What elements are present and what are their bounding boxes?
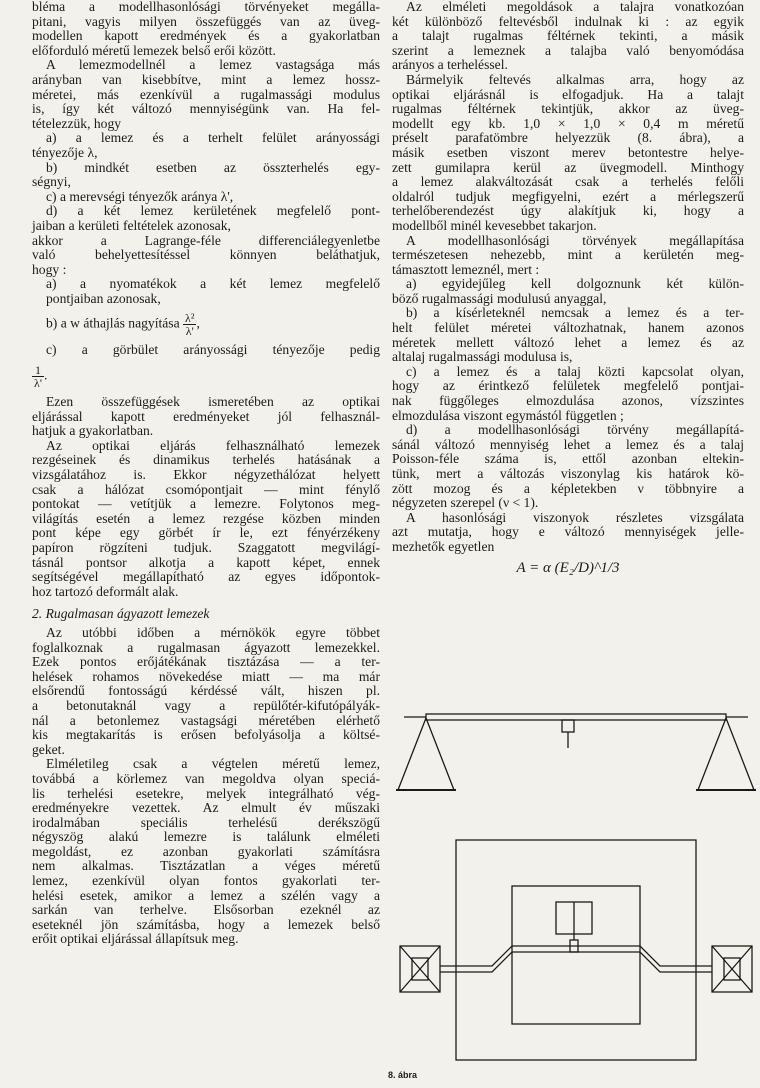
text-line: A modellhasonlósági törvények megállapítása — [406, 233, 744, 248]
text-line: Bármelyik feltevés alkalmas arra, hogy az — [406, 72, 744, 87]
list-item-d: d) a két lemez kerületének megfelelő pont- — [46, 204, 380, 219]
text-line: helt felület méretei változhatnak, hanem azonos — [392, 321, 744, 336]
text-line: böző rugalmassági modulusú anyaggal, — [392, 290, 607, 306]
text-line: pitani, vagyis milyen összefüggés van az üveg- — [32, 14, 380, 29]
text-line: Ezek pontos erőjátékának tisztázása — a ter- — [32, 655, 380, 670]
text-line: oldalról tudjuk megfigyelni, ezért a mérlegszerű — [392, 189, 744, 204]
list-item-a: a) a nyomatékok a két lemez megfelelő — [46, 277, 380, 292]
list-item-b: b) a kísérleteknél nemcsak a lemez és a ter- — [406, 306, 744, 321]
text-line: optikai eljárásnál is elfogadjuk. Ha a talajt — [392, 87, 744, 102]
formula-A: A = α (E₂/D)^1/3 — [516, 559, 620, 576]
text-line: hogy az érintkező felületek megfelelő pontjai- — [392, 379, 744, 394]
text-line: hatjuk a gyakorlatban. — [32, 423, 154, 439]
text-line: méretei, más ezenkívül a rugalmassági modulus — [32, 87, 380, 102]
text-line: modellen kapott eredmények és a gyakorlatban — [32, 29, 380, 44]
text-line: Poisson-féle száma is, ettől azonban eltekin- — [392, 452, 744, 467]
text-line: azt mutatja, hogy e változó mennyiségek jelle- — [392, 525, 744, 540]
fraction-denominator: λ' — [185, 324, 194, 339]
text-line: pontokat — vetítjük a lemezre. Folytonos meg- — [32, 497, 380, 512]
text-line: sánál változó mennyiség lehet a lemez és a talaj — [392, 437, 744, 452]
text-line: erőit optikai eljárással állapítsuk meg. — [32, 931, 239, 947]
text-line: a betonutaknál vagy a repülőtér-kifutópályák- — [32, 698, 380, 713]
list-item-b-formula — [32, 312, 380, 337]
text-line: nál a betonlemez vastagsági méretében elérhető — [32, 713, 380, 728]
text-line: két különböző feltevésből indulnak ki : az egyik — [392, 14, 744, 29]
list-item-b: b) mindkét esetben az összterhelés egy- — [46, 160, 380, 175]
text-line: világítás esetén a lemez rezgése közben minden — [32, 511, 380, 526]
text-line: elmozdulása viszont egymástól független ; — [392, 407, 624, 423]
text-line: Ezen összefüggések ismeretében az optikai — [46, 395, 380, 410]
text-line: a lemez alakváltozását csak a terhelés felőli — [392, 175, 744, 190]
text-line: terhelőberendezést úgy alakítjuk ki, hogy a — [392, 204, 744, 219]
text-line: eseteknél jön számításba, hogy a lemezek belső — [32, 917, 380, 932]
beam-hanger — [562, 720, 574, 732]
text-line: való behelyettesítéssel könnyen beláthatjuk, — [32, 248, 380, 263]
text-line: zött mozog és a képletekben ν többnyire a — [392, 481, 744, 496]
text-line: sarkán van terhelve. Elsősorban ezeknél az — [32, 903, 380, 918]
text-line: csak a hálózat csomópontjait — mint fénylő — [32, 482, 380, 497]
text-line: segítségével megállapítható az egyes időpontok- — [32, 570, 380, 585]
fraction — [32, 364, 44, 389]
text-line: pont képe egy görbét ír le, ezt fényérzékeny — [32, 526, 380, 541]
text-line: jaiban a kerületi feltételek azonosak, — [32, 217, 231, 233]
text-line: modellből minél kevesebbet takarjon. — [392, 217, 597, 233]
fraction-numerator: λ² — [185, 311, 195, 326]
text-line: helések rohamos növekedése miatt — ma már — [32, 669, 380, 684]
text-line: kis megtakarítás is erősen befolyásolja a költsé- — [32, 728, 380, 743]
text-line: arányos a terheléssel. — [392, 57, 508, 73]
text-line: megoldást, ez azonban gyakorlati számításra — [32, 844, 380, 859]
apparatus-figure — [396, 690, 756, 1070]
list-item-c: c) a merevségi tényezők aránya λ', — [46, 188, 234, 204]
text-line: Az utóbbi időben a mérnökök egyre többet — [46, 625, 380, 640]
tie-bar-lower — [440, 952, 712, 972]
text-line: tásnál pontsor alkotja a kapott képet, ennek — [32, 555, 380, 570]
text-line: helési esetek, amikor a lemez a szélén vagy a — [32, 888, 380, 903]
text-line: előforduló méretű lemezek belső erői között. — [32, 42, 276, 58]
text-line: modellt egy kb. 1,0 × 1,0 × 0,4 m méretű — [392, 116, 744, 131]
text-line: vizsgálatához is. Ekkor négyzethálózat helyett — [32, 468, 380, 483]
text-line: négyzeten szerepel (ν < 1). — [392, 495, 539, 511]
text-line: foglalkoznak a rugalmasan ágyazott lemezekkel. — [32, 640, 380, 655]
text-line: rugalmas féltérnek tekintjük, akkor az üveg- — [392, 102, 744, 117]
text-line: négyszög alakú lemezre is találunk elméleti — [32, 830, 380, 845]
text-line: lemez, ezenkívül olyan fontos gyakorlati ter- — [32, 874, 380, 889]
text-line: elsőrendű fontosságú kérdéssé vált, hiszen pl. — [32, 684, 380, 699]
text-line: tünk, mert a változás viszonylag kis határok kö- — [392, 467, 744, 481]
text-line: mezhetők egyetlen — [392, 538, 495, 554]
glass-plate — [512, 886, 640, 1024]
list-item-a: a) egyidejűleg kell dolgoznunk két külön- — [406, 277, 744, 292]
text-line: lis terhelési esetekre, melyek integrálható vég- — [32, 786, 380, 801]
list-item-c: c) a lemez és a talaj közti kapcsolat olyan, — [406, 364, 744, 379]
fraction — [183, 312, 196, 337]
text-line: hoz tartozó deformált alak. — [32, 583, 179, 599]
text-line: préselt parafatömbre helyezzük (8. ábra), a — [392, 131, 744, 146]
right-column — [392, 0, 744, 581]
text-line: szerint a lemeznek a talajba való benyomódása — [392, 43, 744, 58]
text-line: a talajt rugalmas féltérnek tekinti, a másik — [392, 29, 744, 44]
text-line: irodalmában speciális terhelésű derékszögű — [32, 815, 380, 830]
text-line: ségnyi, — [32, 174, 71, 190]
left-column — [32, 0, 380, 947]
text-line: másik esetben viszont merev betontestre helye- — [392, 145, 744, 160]
text-line: pontjaiban azonosak, — [46, 290, 161, 306]
text-line: Az optikai eljárás felhasználható lemezek — [46, 438, 380, 453]
text-line: altalaj rugalmassági modulusa is, — [392, 349, 573, 365]
text-line: támasztott lemeznél, mert : — [392, 261, 540, 277]
text-line: bléma a modellhasonlósági törvényeket megálla- — [32, 0, 380, 14]
list-item-c: c) a görbület arányossági tényezője pedig — [46, 343, 380, 358]
text-line: nem alkalmas. Tisztázatlan a véges méretű — [32, 859, 380, 874]
text-line: méretek mellett változó lehet a lemez és az — [392, 335, 744, 350]
text-line: papíron rögzíteni tudjuk. Szaggatott megvilágí- — [32, 541, 380, 555]
text-line: hogy : — [32, 261, 67, 277]
punctuation: , — [196, 316, 200, 332]
text-line: tételezzük, hogy — [32, 115, 122, 131]
text-line: arányban van kisebbítve, mint a lemez hossz- — [32, 72, 380, 87]
text-line: tényezője λ, — [32, 144, 98, 160]
fraction-denominator: λ' — [34, 376, 42, 391]
text-line: akkor a Lagrange-féle differenciálegyenletbe — [32, 233, 380, 248]
text-segment: b) a w áthajlás nagyítása — [46, 316, 180, 332]
text-line: rezgéseinek és dinamikus terhelés hatásának a — [32, 453, 380, 468]
text-line: A hasonlósági viszonyok részletes vizsgálata — [406, 510, 744, 525]
text-line: zett gumilapra kerül az üvegmodell. Minthogy — [392, 160, 744, 175]
figure-caption: 8. ábra — [388, 1070, 418, 1080]
text-line: A lemezmodellnél a lemez vastagsága más — [46, 58, 380, 73]
fraction-numerator: 1 — [32, 364, 44, 377]
fraction-line — [32, 364, 380, 389]
balance-beam — [426, 714, 726, 720]
text-line: továbbá a körlemez van megoldva olyan speciá- — [32, 771, 380, 786]
cork-block — [456, 840, 696, 1060]
text-line: Elméletileg csak a végtelen méretű lemez, — [46, 757, 380, 772]
punctuation: . — [43, 367, 48, 383]
section-heading: 2. Rugalmasan ágyazott lemezek — [32, 606, 210, 622]
text-line: eredményekre vezettek. Az elmult év műszaki — [32, 801, 380, 816]
text-line: természetesen nehezebb, mint a kerületén meg- — [392, 248, 744, 263]
list-item-a: a) a lemez és a terhelt felület arányossági — [46, 131, 380, 146]
text-line: geket. — [32, 741, 65, 757]
text-line: nak függőleges elmozdulása azonos, vízszintes — [392, 394, 744, 409]
tie-bar-upper — [440, 946, 712, 966]
list-item-d: d) a modellhasonlósági törvény megállapítá- — [406, 423, 744, 438]
text-line: Az elméleti megoldások a talajra vonatkozóan — [406, 0, 744, 14]
text-line: is, így két változó mennyiségünk van. Ha fel- — [32, 102, 380, 117]
text-line: eljárással kapott eredményeket jól felhasznál- — [32, 409, 380, 424]
